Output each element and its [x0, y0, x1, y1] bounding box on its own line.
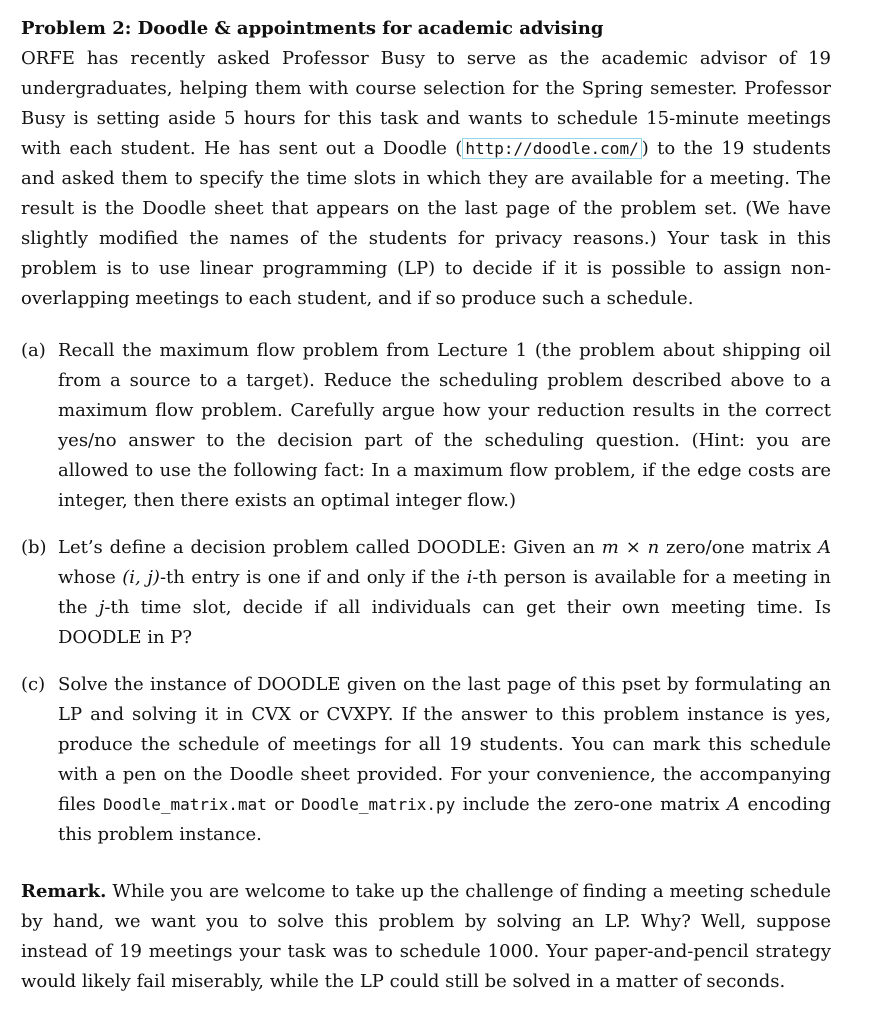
part-b-text-5: -th person is available for a meeting in the	[58, 567, 832, 618]
file-mat: Doodle_matrix.mat	[103, 795, 267, 814]
intro-paragraph	[21, 44, 831, 314]
part-c-text-4: encoding this problem instance.	[58, 794, 832, 845]
part-b-text-3: whose	[58, 567, 123, 588]
math-m-by-n: m × n	[601, 537, 660, 558]
part-c-text-2: or	[266, 794, 302, 815]
part-b-text-2: zero/one matrix	[659, 537, 818, 558]
doodle-link[interactable]: http://doodle.com/	[462, 138, 641, 159]
file-py: Doodle_matrix.py	[301, 795, 456, 814]
part-a-text: Recall the maximum flow problem from Lecture 1 (the problem about shipping oil from a source to a target). Reduce the scheduling problem described above to a maximum flow problem. Carefully argue how your reduction results in the correct yes/no answer to the decision part of the scheduling question. (Hint: you are allowed to use the following fact: In a maximum flow problem, if the edge costs are integer, then there exists an optimal integer flow.)	[58, 340, 831, 511]
intro-text-1: ORFE has recently asked Professor Busy to serve as the academic advisor of 19 undergraduates, helping them with course selection for the Spring semester. Professor Busy is setting aside 5 hours for this task and wants to schedule 15-minute meetings with each student. He has sent out a Doodle (	[21, 48, 831, 159]
part-a	[21, 336, 831, 516]
part-c-text	[58, 670, 831, 850]
part-b-text-4: -th entry is one if and only if the	[159, 567, 467, 588]
part-c-text-1: Solve the instance of DOODLE given on the last page of this pset by formulating an LP and solving it in CVX or CVXPY. If the answer to this problem instance is yes, produce the schedule of meetings for all 19 students. You can mark this schedule with a pen on the Doodle sheet provided. For your convenience, the accompanying files	[58, 674, 831, 815]
remark-label: Remark.	[21, 881, 107, 902]
part-c-label: (c)	[21, 674, 46, 695]
intro-text-2: ) to the 19 students and asked them to specify the time slots in which they are available for a meeting. The result is the Doodle sheet that appears on the last page of the problem set. (We have slightly modified the names of the students for privacy reasons.) Your task in this problem is to use linear programming (LP) to decide if it is possible to assign non-overlapping meetings to each student, and if so produce such a schedule.	[21, 138, 831, 309]
problem-title: Problem 2: Doodle & appointments for academic advising	[21, 18, 604, 39]
part-c-text-3: include the zero-one matrix	[455, 794, 728, 815]
part-b-text	[58, 533, 831, 653]
math-j: j	[98, 597, 105, 618]
remark-text: While you are welcome to take up the challenge of finding a meeting schedule by hand, we want you to solve this problem by solving an LP. Why? Well, suppose instead of 19 meetings your task was to schedule 1000. Your paper-and-pencil strategy would likely fail miserably, while the LP could still be solved in a matter of seconds.	[21, 881, 831, 992]
math-A-c: A	[727, 794, 741, 815]
remark-paragraph	[21, 877, 831, 997]
part-b-label: (b)	[21, 537, 47, 558]
part-b-text-1: Let’s define a decision problem called DOODLE: Given an	[58, 537, 602, 558]
part-b-text-6: -th time slot, decide if all individuals can get their own meeting time. Is DOODLE in P?	[58, 597, 831, 648]
math-ij: (i, j)	[122, 567, 160, 588]
math-A: A	[818, 537, 831, 558]
math-i: i	[466, 567, 473, 588]
part-b	[21, 533, 831, 653]
part-a-label: (a)	[21, 340, 46, 361]
part-c	[21, 670, 831, 850]
